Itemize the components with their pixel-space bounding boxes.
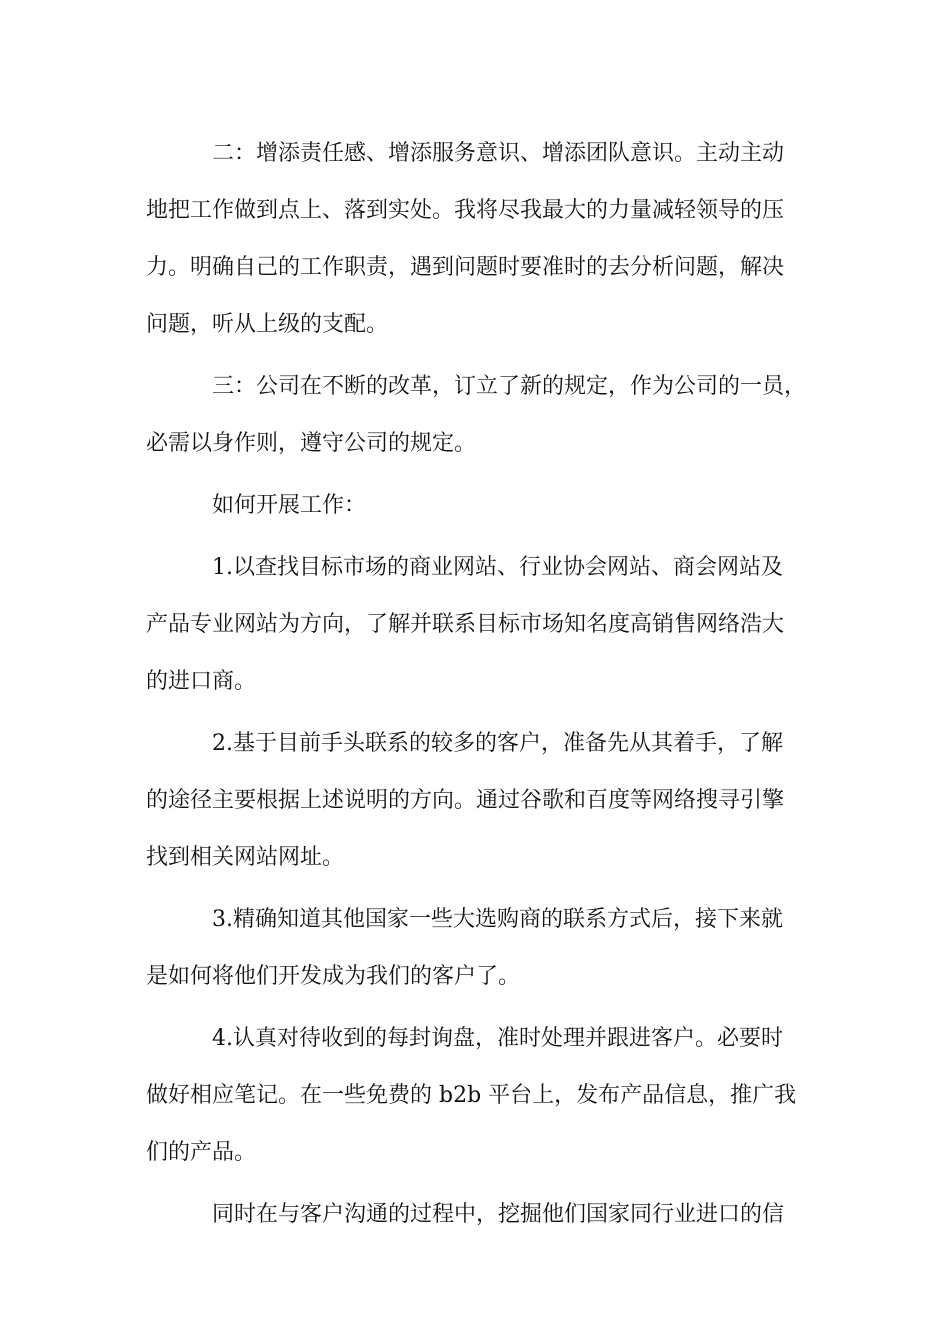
paragraph-responsibility [146, 125, 806, 353]
text-line: 产品专业网站为方向，了解并联系目标市场知名度高销售网络浩大 [146, 612, 785, 637]
paragraph-customer-communication [146, 1186, 806, 1243]
paragraph-how-to-work-heading [146, 477, 806, 534]
text-line: 地把工作做到点上、落到实处。我将尽我最大的力量减轻领导的压 [146, 198, 785, 223]
text-line: 必需以身作则，遵守公司的规定。 [146, 431, 477, 456]
text-line: 力。明确自己的工作职责，遇到问题时要准时的去分析问题，解决 [146, 255, 785, 280]
paragraph-company-rules [146, 358, 806, 472]
paragraph-item-4 [146, 1010, 806, 1181]
text-line: 4.认真对待收到的每封询盘，准时处理并跟进客户。必要时 [212, 1026, 783, 1051]
text-line: 的途径主要根据上述说明的方向。通过谷歌和百度等网络搜寻引擎 [146, 788, 785, 813]
text-line: 3.精确知道其他国家一些大选购商的联系方式后，接下来就 [212, 907, 783, 932]
text-line: 三：公司在不断的改革，订立了新的规定，作为公司的一员， [212, 374, 807, 399]
text-line: 问题，听从上级的支配。 [146, 312, 389, 337]
paragraph-item-2 [146, 715, 806, 886]
document-body [146, 125, 806, 1248]
paragraph-item-1 [146, 539, 806, 710]
text-line: 二：增添责任感、增添服务意识、增添团队意识。主动主动 [212, 141, 785, 166]
text-line: 2.基于目前手头联系的较多的客户，准备先从其着手，了解 [212, 731, 783, 756]
text-line: 是如何将他们开发成为我们的客户了。 [146, 964, 521, 989]
text-line: 们的产品。 [146, 1140, 257, 1165]
text-line: 1.以查找目标市场的商业网站、行业协会网站、商会网站及 [212, 555, 783, 580]
text-line: 的进口商。 [146, 669, 257, 694]
text-line: 找到相关网站网址。 [146, 845, 345, 870]
text-line: 同时在与客户沟通的过程中，挖掘他们国家同行业进口的信 [212, 1202, 785, 1227]
text-line: 做好相应笔记。在一些免费的 b2b 平台上，发布产品信息，推广我 [146, 1083, 797, 1108]
paragraph-item-3 [146, 891, 806, 1005]
text-line: 如何开展工作： [212, 493, 367, 518]
